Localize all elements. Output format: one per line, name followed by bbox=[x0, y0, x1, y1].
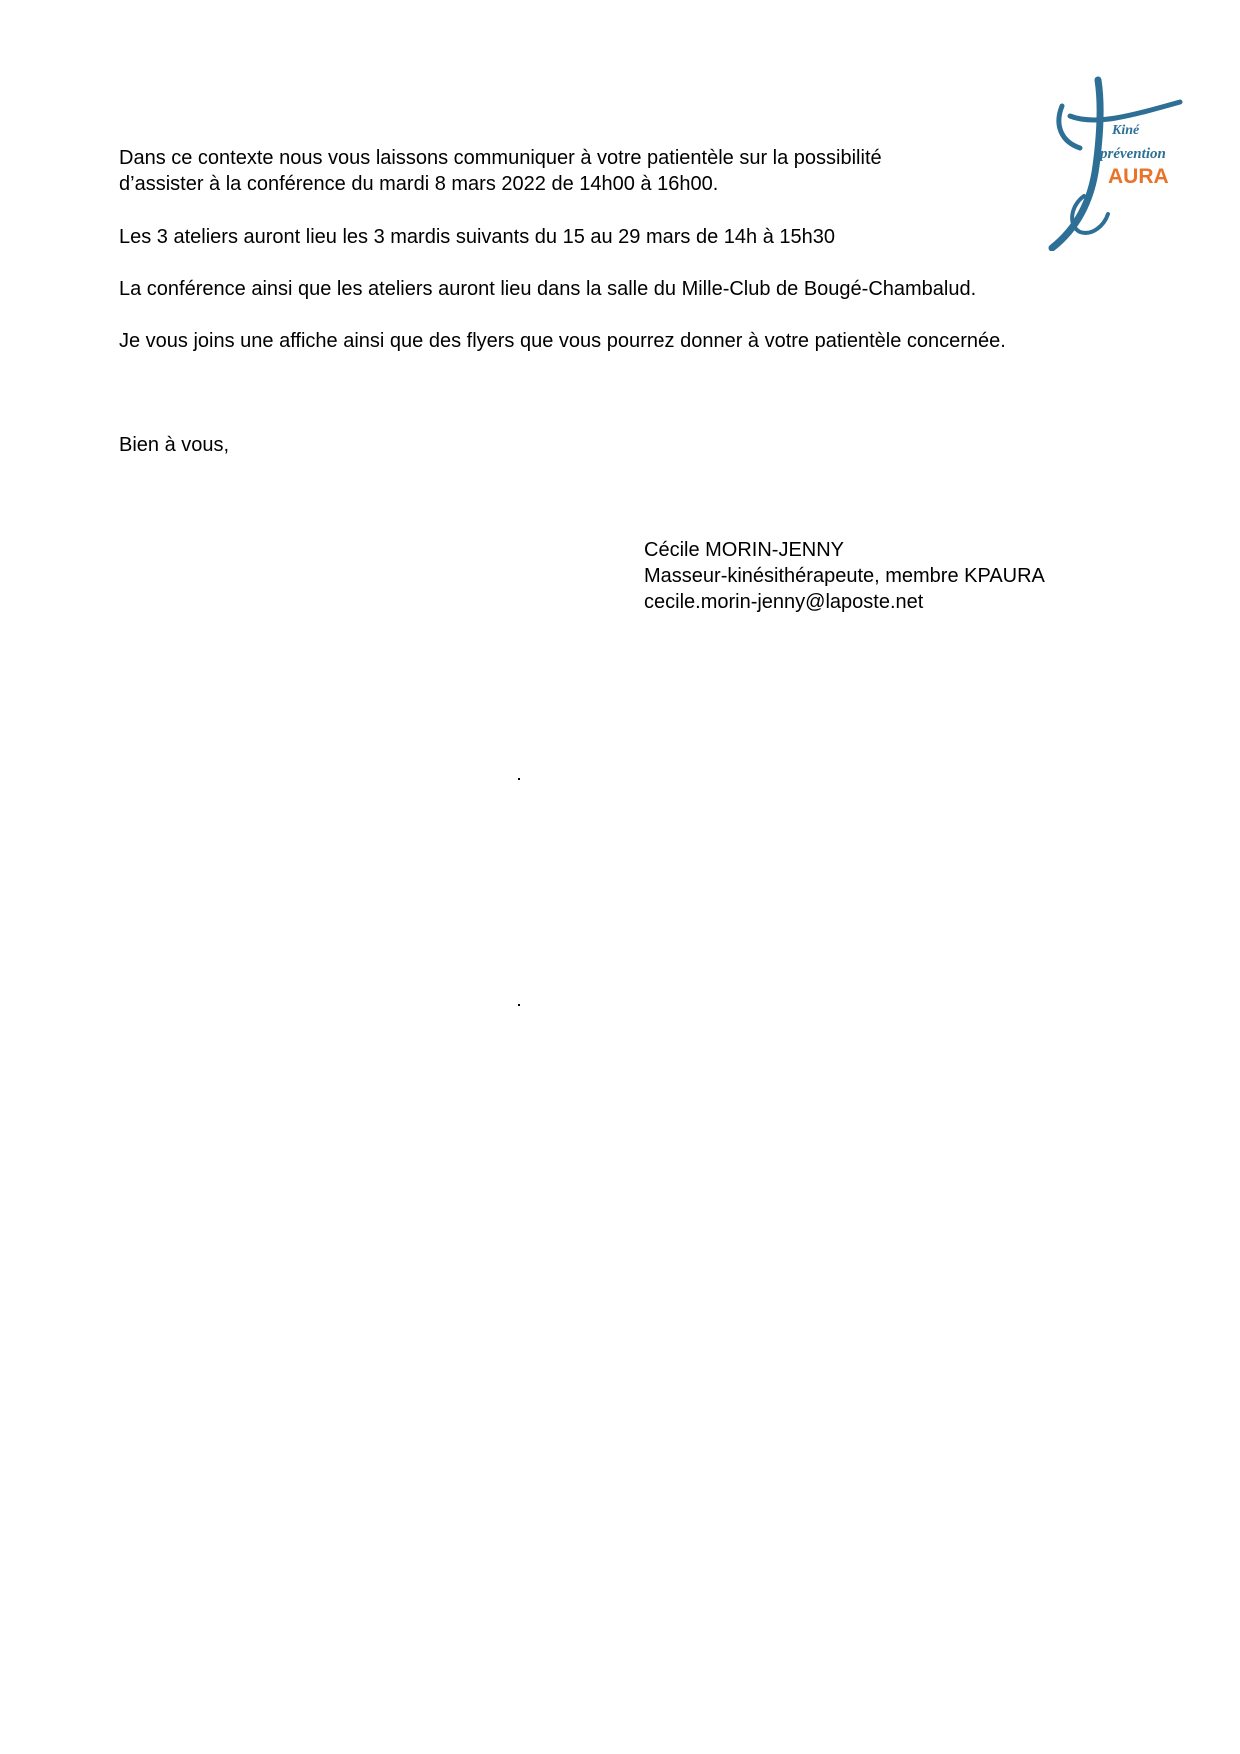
paragraph-ateliers: Les 3 ateliers auront lieu les 3 mardis suivants du 15 au 29 mars de 14h à 15h30 bbox=[119, 226, 835, 248]
paragraph-conference-line2: d’assister à la conférence du mardi 8 mars 2022 de 14h00 à 16h00. bbox=[119, 173, 719, 195]
kpaura-logo-graphic bbox=[1040, 76, 1190, 251]
signature-name: Cécile MORIN-JENNY bbox=[644, 539, 845, 561]
signature-title: Masseur-kinésithérapeute, membre KPAURA bbox=[644, 565, 1045, 587]
paragraph-attachments: Je vous joins une affiche ainsi que des flyers que vous pourrez donner à votre patientèle concernée. bbox=[119, 330, 1006, 352]
paragraph-location: La conférence ainsi que les ateliers auront lieu dans la salle du Mille-Club de Bougé-Chambalud. bbox=[119, 278, 977, 300]
svg-text:AURA: AURA bbox=[1108, 165, 1169, 188]
svg-text:Kiné: Kiné bbox=[1112, 123, 1140, 138]
paragraph-conference bbox=[119, 145, 882, 197]
kpaura-logo bbox=[1040, 76, 1190, 251]
closing-salutation: Bien à vous, bbox=[119, 434, 230, 456]
signature-email: cecile.morin-jenny@laposte.net bbox=[644, 591, 924, 613]
signature-block bbox=[644, 537, 1045, 615]
stray-dot bbox=[518, 778, 520, 780]
stray-dot bbox=[518, 1004, 520, 1006]
svg-text:prévention: prévention bbox=[1100, 146, 1166, 162]
paragraph-conference-line1: Dans ce contexte nous vous laissons communiquer à votre patientèle sur la possibilité bbox=[119, 147, 882, 169]
